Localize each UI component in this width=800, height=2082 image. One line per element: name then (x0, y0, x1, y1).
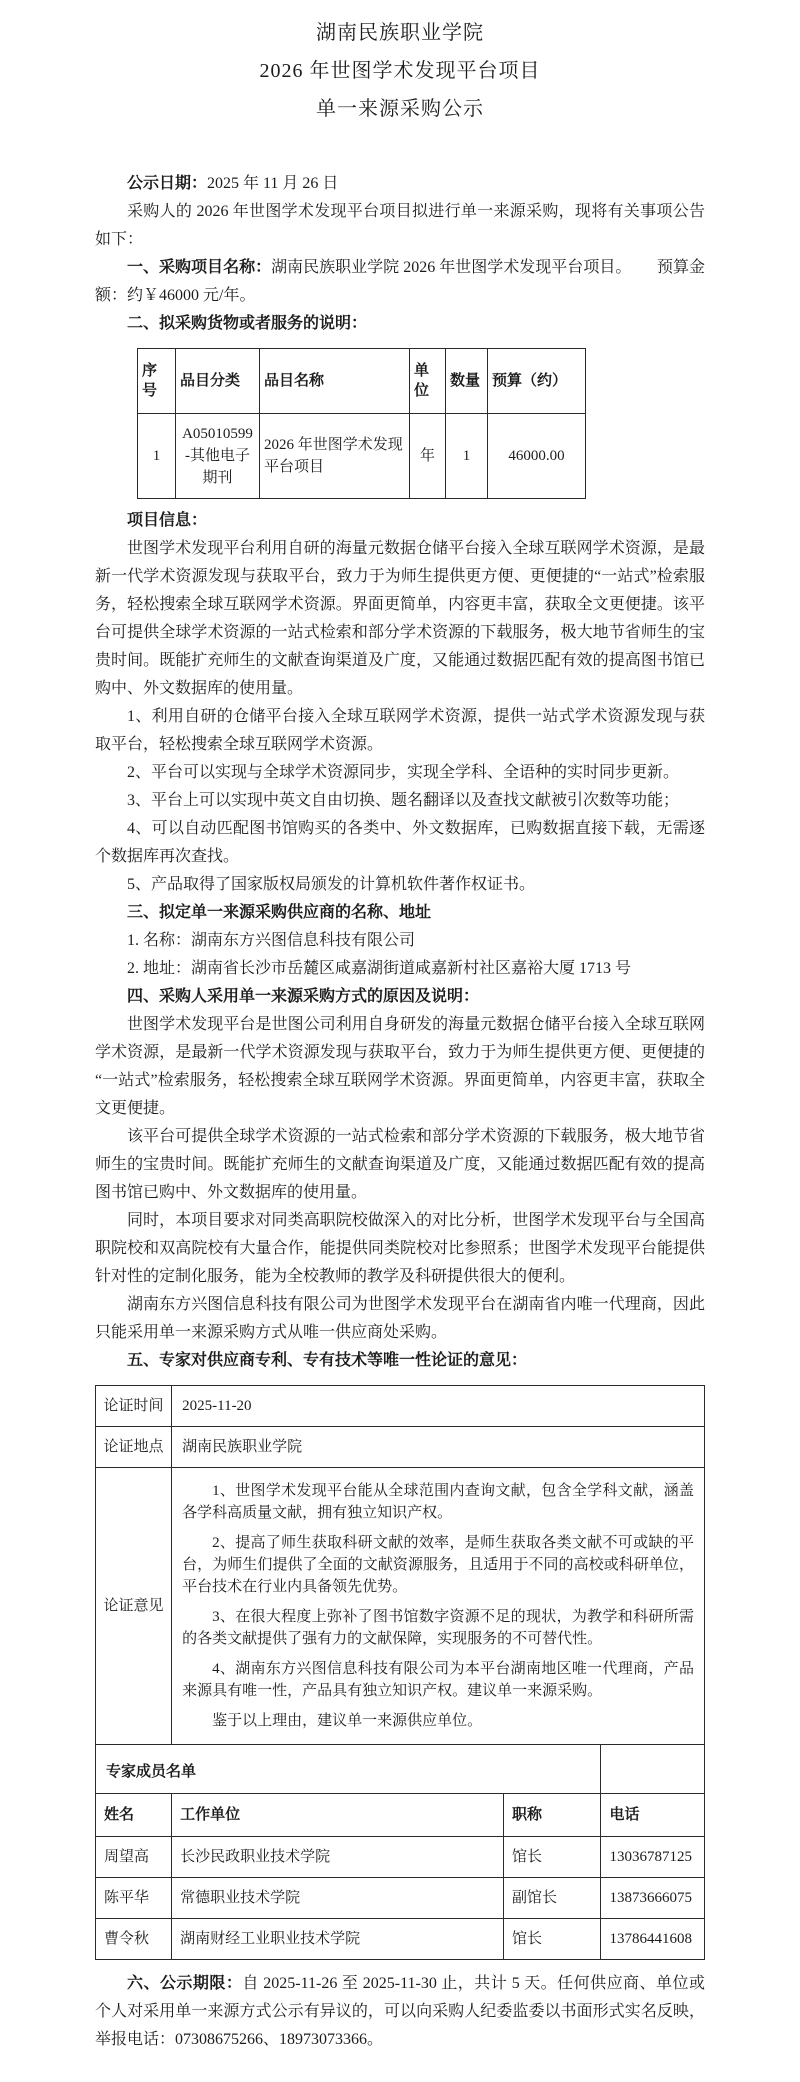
goods-col-index: 序号 (138, 349, 176, 414)
feature-item: 2、平台可以实现与全球学术资源同步，实现全学科、全语种的实时同步更新。 (127, 764, 680, 781)
expert-workplace: 长沙民政职业技术学院 (172, 1837, 504, 1878)
section1-heading: 一、采购项目名称： (127, 259, 272, 276)
section6-paragraph (95, 1970, 705, 2054)
supplier-name-line: 1. 名称：湖南东方兴图信息科技有限公司 (127, 932, 416, 949)
feature-item: 5、产品取得了国家版权局颁发的计算机软件著作权证书。 (127, 876, 536, 893)
section6-text: 自 2025-11-26 至 2025-11-30 止，共计 5 天。任何供应商、单位或个人对采用单一来源方式公示有异议的，可以向采购人纪委监委以书面形式实名反映，举报电话：07308675266、18973073366。 (95, 1975, 705, 2048)
expert-row (96, 1919, 705, 1960)
expert-list-label-row (96, 1745, 705, 1794)
title-line-2: 2026 年世图学术发现平台项目 (259, 60, 541, 82)
goods-table (137, 348, 586, 499)
section1-project-name: 湖南民族职业学院 2026 年世图学术发现平台项目。 (271, 259, 632, 276)
cert-time-value: 2025-11-20 (172, 1386, 705, 1427)
section4-paragraph: 同时，本项目要求对同类高职院校做深入的对比分析，世图学术发现平台与全国高职院校和双高院校有大量合作，能提供同类院校对比参照系；世图学术发现平台能提供针对性的定制化服务，能为全校教师的教学及科研提供很大的便利。 (95, 1212, 705, 1285)
section5-heading: 五、专家对供应商专利、专有技术等唯一性论证的意见： (127, 1352, 528, 1369)
expert-list-label: 专家成员名单 (96, 1745, 601, 1794)
publish-date-label: 公示日期： (127, 175, 208, 192)
budget-value: 约￥46000 元/年。 (127, 287, 256, 304)
feature-item: 3、平台上可以实现中英文自由切换、题名翻译以及查找文献被引次数等功能； (127, 792, 680, 809)
goods-col-qty: 数量 (446, 349, 488, 414)
goods-cell-index: 1 (138, 414, 176, 499)
opinion-item: 4、湖南东方兴图信息科技有限公司为本平台湖南地区唯一代理商，产品来源具有唯一性，产品具有独立知识产权。建议单一来源采购。 (182, 1661, 694, 1699)
expert-title: 副馆长 (504, 1878, 601, 1919)
goods-col-category: 品目分类 (176, 349, 260, 414)
goods-cell-category: A05010599-其他电子期刊 (176, 414, 260, 499)
goods-col-budget: 预算（约） (488, 349, 586, 414)
expert-name: 周望高 (96, 1837, 172, 1878)
expert-title: 馆长 (504, 1837, 601, 1878)
opinion-item: 鉴于以上理由，建议单一来源供应单位。 (212, 1713, 483, 1729)
section4-paragraph: 湖南东方兴图信息科技有限公司为世图学术发现平台在湖南省内唯一代理商，因此只能采用单一来源采购方式从唯一供应商处采购。 (95, 1296, 705, 1341)
section6-heading: 六、公示期限： (127, 1975, 243, 1992)
opinion-item: 3、在很大程度上弥补了图书馆数字资源不足的现状，为教学和科研所需的各类文献提供了强有力的文献保障，实现服务的不可替代性。 (182, 1609, 694, 1647)
expert-col-workplace: 工作单位 (172, 1794, 504, 1837)
cert-time-row (96, 1386, 705, 1427)
cert-opinion-content (172, 1468, 705, 1745)
section3-heading: 三、拟定单一来源采购供应商的名称、地址 (127, 904, 432, 921)
project-info-paragraph: 世图学术发现平台利用自研的海量元数据仓储平台接入全球互联网学术资源，是最新一代学术资源发现与获取平台，致力于为师生提供更方便、更便捷的“一站式”检索服务，轻松搜索全球互联网学术资源。界面更简单，内容更丰富，获取全文更便捷。该平台可提供全球学术资源的一站式检索和部分学术资源的下载服务，极大地节省师生的宝贵时间。既能扩充师生的文献查询渠道及广度，又能通过数据匹配有效的提高图书馆已购中、外文数据库的使用量。 (95, 540, 705, 697)
expert-phone: 13036787125 (601, 1837, 705, 1878)
expert-workplace: 常德职业技术学院 (172, 1878, 504, 1919)
cert-opinion-row (96, 1468, 705, 1745)
cert-place-label: 论证地点 (96, 1427, 172, 1468)
expert-row (96, 1878, 705, 1919)
feature-item: 1、利用自研的仓储平台接入全球互联网学术资源，提供一站式学术资源发现与获取平台，轻松搜索全球互联网学术资源。 (95, 708, 705, 753)
section1-line (95, 254, 705, 310)
title-line-1: 湖南民族职业学院 (316, 22, 484, 44)
section2-heading: 二、拟采购货物或者服务的说明： (127, 315, 368, 332)
feature-item: 4、可以自动匹配图书馆购买的各类中、外文数据库，已购数据直接下载，无需逐个数据库再次查找。 (95, 820, 705, 865)
expert-row (96, 1837, 705, 1878)
intro-paragraph: 采购人的 2026 年世图学术发现平台项目拟进行单一来源采购，现将有关事项公告如下： (95, 203, 705, 248)
expert-col-phone: 电话 (601, 1794, 705, 1837)
cert-place-row (96, 1427, 705, 1468)
expert-title: 馆长 (504, 1919, 601, 1960)
certification-table (95, 1385, 705, 1960)
supplier-address-line: 2. 地址：湖南省长沙市岳麓区咸嘉湖街道咸嘉新村社区嘉裕大厦 1713 号 (127, 960, 632, 977)
goods-cell-budget: 46000.00 (488, 414, 586, 499)
goods-table-row (138, 414, 586, 499)
expert-col-name: 姓名 (96, 1794, 172, 1837)
goods-table-header-row (138, 349, 586, 414)
expert-col-title: 职称 (504, 1794, 601, 1837)
expert-name: 陈平华 (96, 1878, 172, 1919)
goods-cell-qty: 1 (446, 414, 488, 499)
cert-place-value: 湖南民族职业学院 (172, 1427, 705, 1468)
expert-name: 曹令秋 (96, 1919, 172, 1960)
section4-paragraph: 世图学术发现平台是世图公司利用自身研发的海量元数据仓储平台接入全球互联网学术资源，是最新一代学术资源发现与获取平台，致力于为师生提供更方便、更便捷的“一站式”检索服务，轻松搜索全球互联网学术资源。界面更简单，内容更丰富，获取全文更便捷。 (95, 1016, 705, 1117)
section4-paragraph: 该平台可提供全球学术资源的一站式检索和部分学术资源的下载服务，极大地节省师生的宝贵时间。既能扩充师生的文献查询渠道及广度，又能通过数据匹配有效的提高图书馆已购中、外文数据库的使用量。 (95, 1128, 705, 1201)
document-title (95, 14, 705, 128)
publish-date-value: 2025 年 11 月 26 日 (207, 175, 339, 192)
cert-time-label: 论证时间 (96, 1386, 172, 1427)
goods-col-name: 品目名称 (260, 349, 410, 414)
publish-date-line (95, 170, 705, 198)
title-line-3: 单一来源采购公示 (316, 98, 484, 120)
expert-phone: 13873666075 (601, 1878, 705, 1919)
expert-header-row (96, 1794, 705, 1837)
expert-workplace: 湖南财经工业职业技术学院 (172, 1919, 504, 1960)
opinion-item: 1、世图学术发现平台能从全球范围内查询文献，包含全学科文献，涵盖各学科高质量文献，拥有独立知识产权。 (182, 1483, 694, 1521)
cert-opinion-label: 论证意见 (96, 1468, 172, 1745)
goods-cell-name: 2026 年世图学术发现平台项目 (260, 414, 410, 499)
goods-col-unit: 单位 (410, 349, 446, 414)
goods-cell-unit: 年 (410, 414, 446, 499)
expert-phone: 13786441608 (601, 1919, 705, 1960)
project-info-heading: 项目信息： (127, 512, 208, 529)
empty-cell (601, 1745, 705, 1794)
section4-heading: 四、采购人采用单一来源采购方式的原因及说明： (127, 988, 480, 1005)
opinion-item: 2、提高了师生获取科研文献的效率，是师生获取各类文献不可或缺的平台，为师生们提供了全面的文献资源服务，且适用于不同的高校或科研单位，平台技术在行业内具备领先优势。 (182, 1535, 694, 1595)
budget-label: 预算金额： (95, 259, 705, 304)
